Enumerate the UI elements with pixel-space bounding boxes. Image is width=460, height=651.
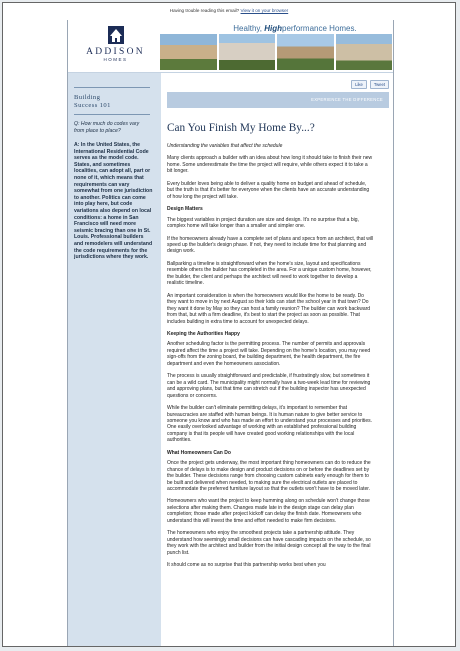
tweet-button[interactable] — [370, 80, 389, 89]
house-photo — [160, 34, 217, 70]
tagline-pre: Healthy, — [233, 24, 265, 33]
paragraph: If the homeowners already have a complete set of plans and specs from an architect, that will speed up the builder's design phase. If not, they need to include time for that planning and design work. — [167, 235, 374, 255]
paragraph: The homeowners who enjoy the smoothest projects take a partnership attitude. They understand how seemingly small decisions can have cascading impacts on the schedule, so they work with the architect and builder from the initial design concept all the way to the final punch list. — [167, 530, 371, 556]
email-window — [2, 2, 456, 647]
paragraph: Another scheduling factor is the permitting process. The number of permits and approvals required affect the time a project will take. Depending on the home's location, you may need sign-offs from the zoning board, the building department, the health department, the fire department and even the homeowners association. — [167, 341, 371, 367]
paragraph: Many clients approach a builder with an idea about how long it should take to finish their new home. Some underestimate the time the project will require, while others expect it to take a bit longer. — [167, 155, 373, 175]
sidebar-heading-line2: Success 101 — [74, 102, 111, 109]
sidebar — [68, 73, 161, 647]
brand-name: ADDISON — [86, 47, 145, 57]
facebook-like-button[interactable] — [351, 80, 367, 89]
sidebar-heading — [74, 87, 150, 115]
paragraph: The biggest variables in project duration are size and design. It's no surprise that a big, complex home will take longer than a smaller and simpler one. — [167, 216, 359, 230]
header-house-photos — [160, 34, 392, 70]
brand-logo[interactable] — [73, 26, 158, 68]
section-heading: Keeping the Authorities Happy — [167, 330, 240, 337]
house-photo — [219, 34, 276, 70]
sidebar-question: Q: How much do codes vary from place to place? — [74, 121, 140, 134]
view-in-browser-bar — [3, 3, 455, 19]
section-heading: What Homeowners Can Do — [167, 449, 231, 456]
tagline-highlight: High — [264, 24, 283, 33]
house-photo — [277, 34, 334, 70]
paragraph: The process is usually straightforward and predictable, if frustratingly slow, but sometimes it can be a wild card. The municipality might normally have a two-week lead time for reviewing and approving plans, but that time can stretch out if the building inspector has unexpected questions or concerns. — [167, 373, 371, 399]
paragraph: It should come as no surprise that this partnership works best when you — [167, 562, 326, 569]
view-in-browser-link[interactable]: View it on your browser — [240, 8, 289, 13]
sidebar-heading-line1: Building — [74, 94, 101, 101]
tagline — [200, 24, 390, 33]
article-subtitle: Understanding the variables that affect the schedule — [167, 143, 283, 149]
tagline-post: performance Homes. — [282, 24, 357, 33]
banner-image — [167, 92, 389, 108]
paragraph: Ballparking a timeline is straightforward when the home's size, layout and specifications resemble others the builder has completed in the area. For a unique custom home, however, the builder, the client and perhaps the architect will need to work together to develop a realistic timeline. — [167, 260, 372, 287]
article-body — [167, 143, 374, 569]
topnote-text: Having trouble reading this email? — [169, 8, 240, 13]
paragraph: While the builder can't eliminate permitting delays, it's important to remember that bureaucracies are staffed with human beings. It is human nature to give better service to someone you know and who has made an effort to understand your processes and priorities. One easily overlooked advantage of working with an established professional building company is that its people will have created good working relationships with the local authorities. — [167, 405, 373, 444]
social-buttons — [167, 80, 389, 90]
tweet-label: Tweet — [373, 82, 385, 87]
section-heading: Design Matters — [167, 206, 203, 213]
sidebar-answer: A: In the United States, the International Residential Code serves as the model code. States, and sometimes localities, can adopt all, part or none of it, which means that requirements can vary somewhat from one jurisdiction to another. Politics can come into play here, but code variations also depend on local conditions: a home in San Francisco will need more seismic bracing than one in St. Louis. Professional builders and remodelers will understand the code requirements for the jurisdictions where they work. — [74, 142, 153, 261]
house-photo — [336, 34, 393, 70]
newsletter — [67, 20, 394, 647]
brand-sub: HOMES — [103, 57, 128, 62]
house-logo-icon — [108, 26, 124, 44]
article-title: Can You Finish My Home By...? — [167, 122, 315, 134]
paragraph: Every builder loves being able to deliver a quality home on budget and ahead of schedule, but the truth is that it's better for everyone when the clients have an accurate understanding of how long the project will take. — [167, 180, 370, 200]
paragraph: An important consideration is when the homeowners would like the home to be ready. Do they want to move in by next August so their kids can start the school year in that town? Do they want it done by May so they can host a family reunion? The builder can work backward from that, but with a firm deadline, it's best to start the project as soon as possible. That includes building in extra time to account for unexpected delays. — [167, 292, 371, 325]
header — [68, 20, 393, 73]
like-label: Like — [355, 82, 363, 87]
paragraph: Homeowners who want the project to keep humming along on schedule won't change those selections after making them. Changes made late in the design stage can delay plan completion; those made after project kickoff can delay the finish date. Homeowners who understand this will invest the time and effort needed to make firm decisions. — [167, 498, 370, 524]
main-content — [167, 73, 389, 575]
banner-text: EXPERIENCE THE DIFFERENCE — [311, 97, 383, 102]
paragraph: Once the project gets underway, the most important thing homeowners can do to reduce the chance of delays is to make design and product decisions on or before the deadlines set by the builder. These decisions range from choosing custom cabinets early enough for them to be built and delivered when needed, to making sure the electrical outlets are placed to accommodate the preferred furniture layout so that the outlets won't have to be moved later. — [167, 460, 371, 493]
